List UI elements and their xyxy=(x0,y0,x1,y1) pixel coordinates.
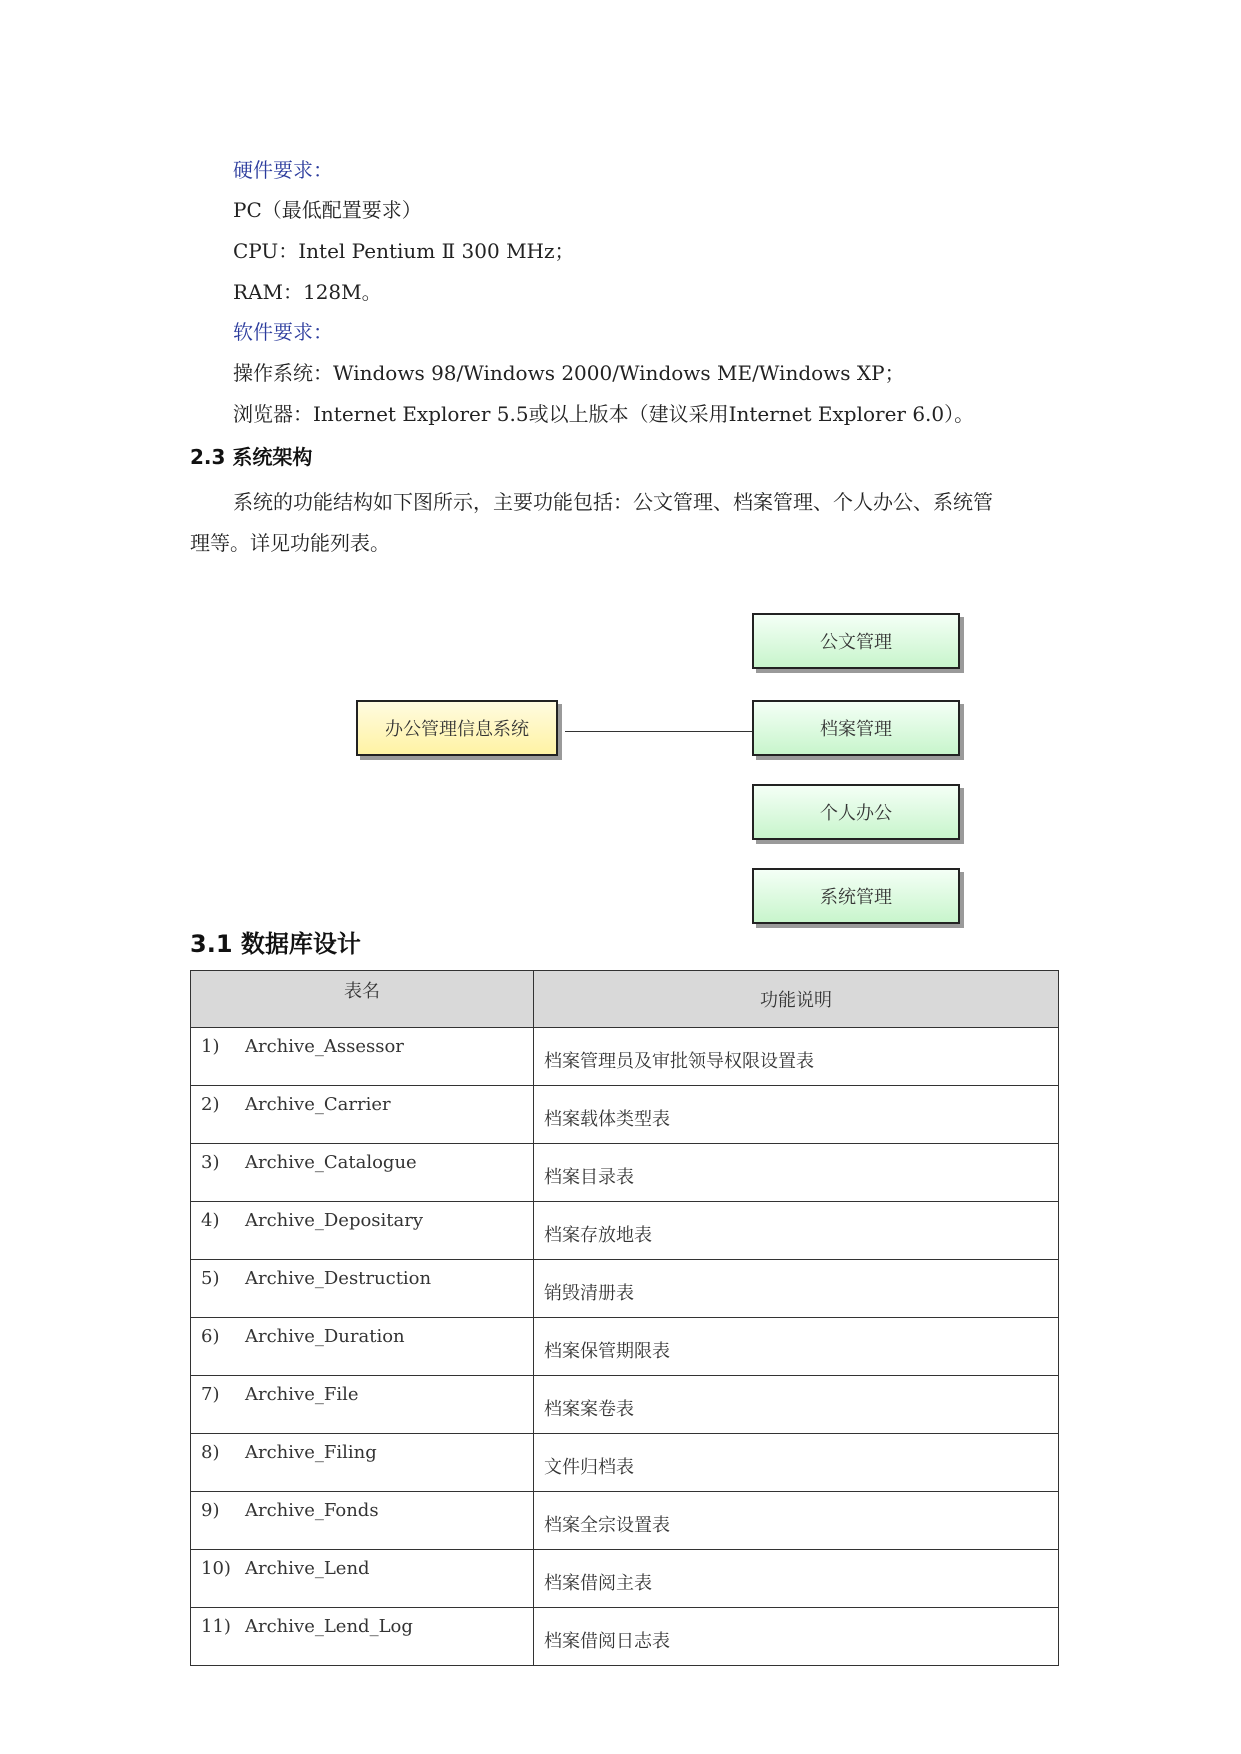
row-number: 9) xyxy=(201,1500,220,1521)
diagram-connector xyxy=(565,731,753,732)
table-description-cell: 档案载体类型表 xyxy=(534,1086,1059,1144)
diagram-root-box xyxy=(356,700,558,756)
table-description-cell: 档案目录表 xyxy=(534,1144,1059,1202)
table-row xyxy=(191,1086,1059,1144)
table-name-cell xyxy=(191,1376,534,1434)
row-number: 6) xyxy=(201,1326,220,1347)
table-header-row xyxy=(191,971,1059,1028)
table-name: Archive_Destruction xyxy=(245,1268,432,1289)
table-row xyxy=(191,1608,1059,1666)
row-number: 10) xyxy=(201,1558,231,1579)
diagram-module-label: 个人办公 xyxy=(820,803,892,824)
hardware-cpu: CPU：Intel Pentium Ⅱ 300 MHz； xyxy=(233,239,575,263)
hardware-title: 硬件要求： xyxy=(233,158,333,182)
diagram-root-label: 办公管理信息系统 xyxy=(385,719,529,740)
diagram-module-box xyxy=(752,868,960,924)
table-row xyxy=(191,1434,1059,1492)
column-header-table-name: 表名 xyxy=(191,971,534,1028)
table-row xyxy=(191,1202,1059,1260)
table-row xyxy=(191,1144,1059,1202)
row-number: 3) xyxy=(201,1152,220,1173)
table-row xyxy=(191,1550,1059,1608)
row-number: 8) xyxy=(201,1442,220,1463)
table-description-cell: 档案存放地表 xyxy=(534,1202,1059,1260)
table-description-cell: 档案管理员及审批领导权限设置表 xyxy=(534,1028,1059,1086)
table-name-cell xyxy=(191,1144,534,1202)
table-name: Archive_Assessor xyxy=(245,1036,404,1057)
software-title: 软件要求： xyxy=(233,320,333,344)
row-number: 2) xyxy=(201,1094,220,1115)
diagram-module-box xyxy=(752,700,960,756)
row-number: 11) xyxy=(201,1616,231,1637)
row-number: 5) xyxy=(201,1268,220,1289)
table-description-cell: 档案借阅日志表 xyxy=(534,1608,1059,1666)
table-description-cell: 文件归档表 xyxy=(534,1434,1059,1492)
row-number: 7) xyxy=(201,1384,220,1405)
software-os: 操作系统：Windows 98/Windows 2000/Windows ME/Windows XP； xyxy=(233,361,905,385)
table-name: Archive_Lend xyxy=(245,1558,370,1579)
table-description-cell: 销毁清册表 xyxy=(534,1260,1059,1318)
table-name-cell xyxy=(191,1260,534,1318)
table-name-cell xyxy=(191,1550,534,1608)
table-row xyxy=(191,1028,1059,1086)
diagram-module-box xyxy=(752,613,960,669)
table-row xyxy=(191,1260,1059,1318)
table-description-cell: 档案案卷表 xyxy=(534,1376,1059,1434)
diagram-module-label: 公文管理 xyxy=(820,632,892,653)
table-row xyxy=(191,1318,1059,1376)
table-description-cell: 档案保管期限表 xyxy=(534,1318,1059,1376)
section-heading-architecture: 2.3 系统架构 xyxy=(190,445,313,469)
hardware-pc: PC（最低配置要求） xyxy=(233,198,422,222)
row-number: 4) xyxy=(201,1210,220,1231)
table-name-cell xyxy=(191,1434,534,1492)
table-name: Archive_Filing xyxy=(245,1442,377,1463)
row-number: 1) xyxy=(201,1036,220,1057)
architecture-paragraph-line2: 理等。详见功能列表。 xyxy=(190,531,390,555)
table-row xyxy=(191,1376,1059,1434)
table-name: Archive_Depositary xyxy=(245,1210,424,1231)
table-name: Archive_File xyxy=(245,1384,359,1405)
software-browser: 浏览器：Internet Explorer 5.5或以上版本（建议采用Internet Explorer 6.0）。 xyxy=(233,402,975,426)
table-name: Archive_Fonds xyxy=(245,1500,379,1521)
table-row xyxy=(191,1492,1059,1550)
table-name: Archive_Carrier xyxy=(245,1094,391,1115)
table-name-cell xyxy=(191,1492,534,1550)
table-name: Archive_Catalogue xyxy=(245,1152,417,1173)
diagram-module-label: 档案管理 xyxy=(820,719,892,740)
table-name-cell xyxy=(191,1202,534,1260)
table-description-cell: 档案全宗设置表 xyxy=(534,1492,1059,1550)
hardware-ram: RAM：128M。 xyxy=(233,280,382,304)
table-name-cell xyxy=(191,1028,534,1086)
diagram-module-label: 系统管理 xyxy=(820,887,892,908)
table-name-cell xyxy=(191,1608,534,1666)
section-heading-database: 3.1 数据库设计 xyxy=(190,930,361,958)
table-name: Archive_Lend_Log xyxy=(245,1616,413,1637)
database-table xyxy=(190,970,1059,1666)
architecture-paragraph-line1: 系统的功能结构如下图所示，主要功能包括：公文管理、档案管理、个人办公、系统管 xyxy=(233,490,993,514)
table-description-cell: 档案借阅主表 xyxy=(534,1550,1059,1608)
diagram-module-box xyxy=(752,784,960,840)
column-header-description: 功能说明 xyxy=(534,971,1059,1028)
table-name-cell xyxy=(191,1086,534,1144)
table-name-cell xyxy=(191,1318,534,1376)
table-name: Archive_Duration xyxy=(245,1326,405,1347)
